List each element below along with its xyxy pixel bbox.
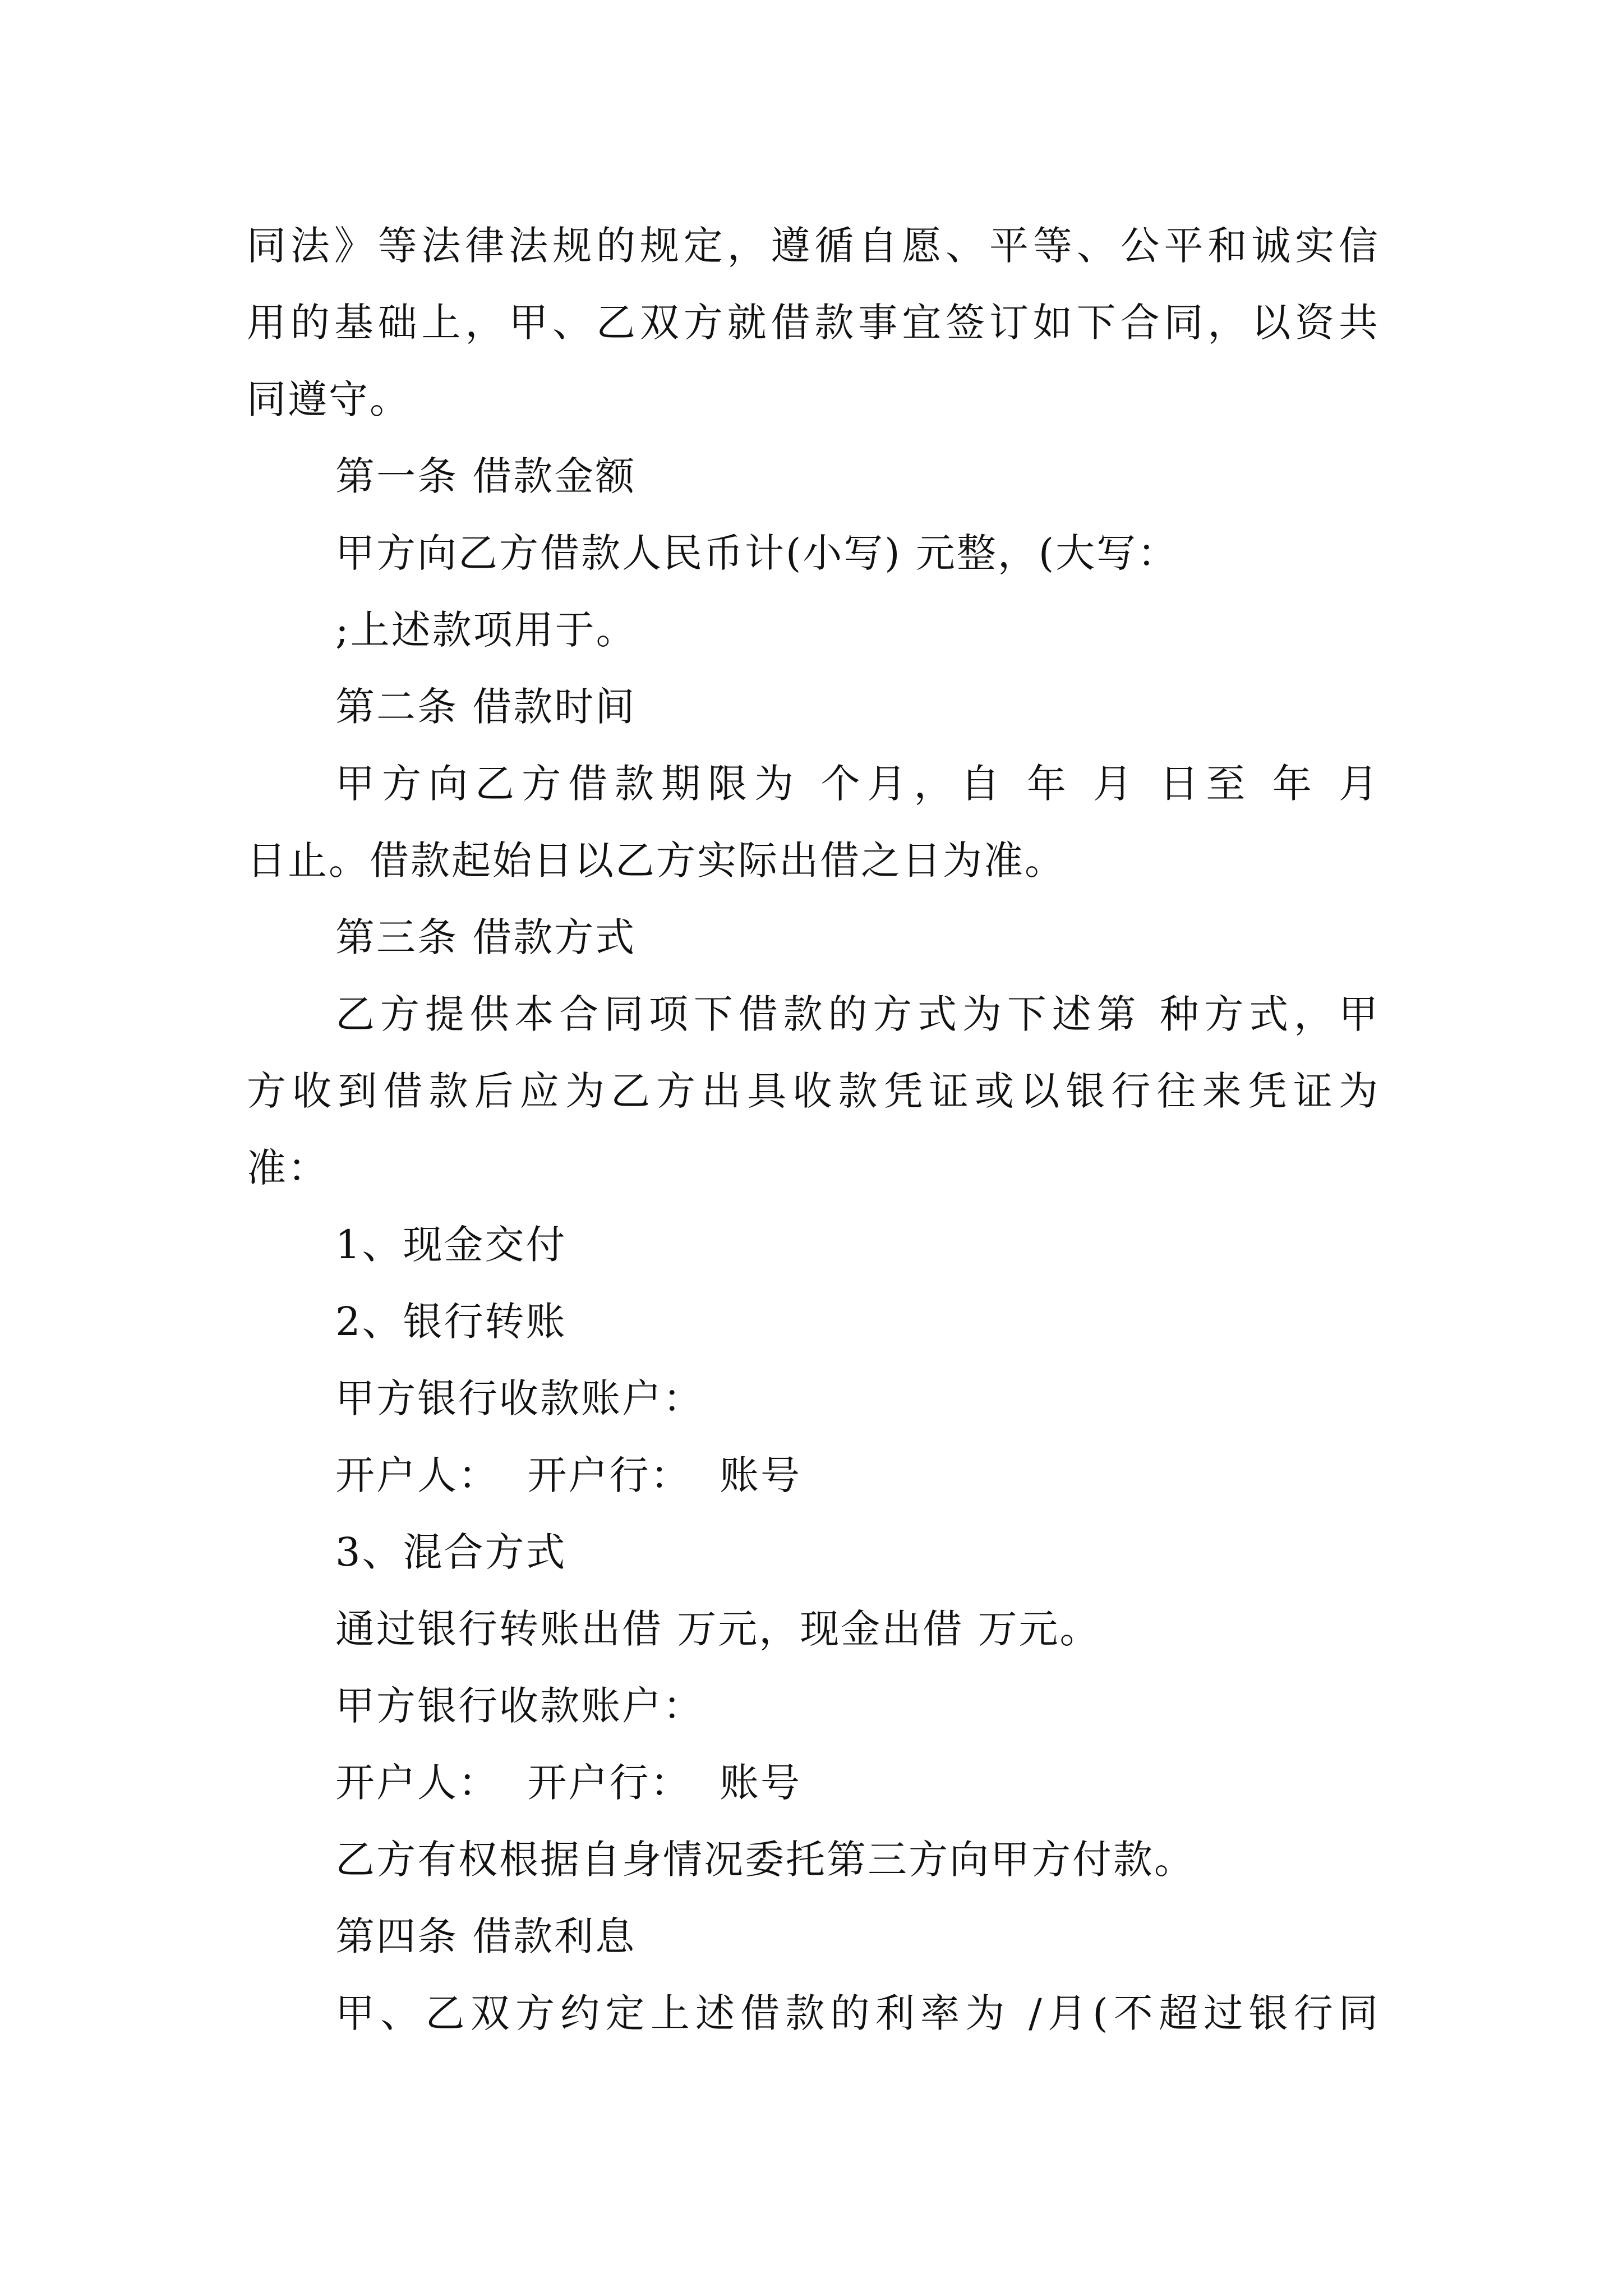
paragraph-line: 准： (247, 1145, 329, 1191)
paragraph-line: 甲方银行收款账户： (335, 1683, 704, 1729)
paragraph-line: 甲方向乙方借款期限为 个月，自 年 月 日至 年 月 (335, 761, 1380, 807)
paragraph-line: 用的基础上，甲、乙双方就借款事宜签订如下合同，以资共 (247, 300, 1380, 346)
paragraph-line: 同遵守。 (247, 376, 411, 422)
paragraph-line: 方收到借款后应为乙方出具收款凭证或以银行往来凭证为 (247, 1068, 1380, 1114)
account-fields: 开户人： 开户行： 账号 (335, 1452, 802, 1498)
article-heading: 第二条 借款时间 (335, 684, 637, 730)
article-heading: 第四条 借款利息 (335, 1913, 637, 1959)
list-item: 3、混合方式 (335, 1529, 567, 1575)
paragraph-line: 日止。借款起始日以乙方实际出借之日为准。 (247, 838, 1066, 884)
paragraph-line: 同法》等法律法规的规定，遵循自愿、平等、公平和诚实信 (247, 223, 1380, 269)
paragraph-line: 甲、乙双方约定上述借款的利率为 /月(不超过银行同 (335, 1990, 1380, 2036)
article-heading: 第一条 借款金额 (335, 453, 637, 499)
paragraph-line: 乙方有权根据自身情况委托第三方向甲方付款。 (335, 1837, 1195, 1883)
paragraph-line: 通过银行转账出借 万元，现金出借 万元。 (335, 1606, 1101, 1652)
paragraph-line: 甲方银行收款账户： (335, 1375, 704, 1421)
list-item: 2、银行转账 (335, 1299, 567, 1345)
account-fields: 开户人： 开户行： 账号 (335, 1760, 802, 1806)
article-heading: 第三条 借款方式 (335, 914, 637, 960)
paragraph-line: ;上述款项用于。 (335, 607, 637, 653)
paragraph-line: 乙方提供本合同项下借款的方式为下述第 种方式，甲 (335, 991, 1380, 1037)
paragraph-line: 甲方向乙方借款人民币计(小写) 元整，(大写： (335, 530, 1179, 576)
contract-body (247, 208, 1380, 2052)
list-item: 1、现金交付 (335, 1222, 567, 1268)
